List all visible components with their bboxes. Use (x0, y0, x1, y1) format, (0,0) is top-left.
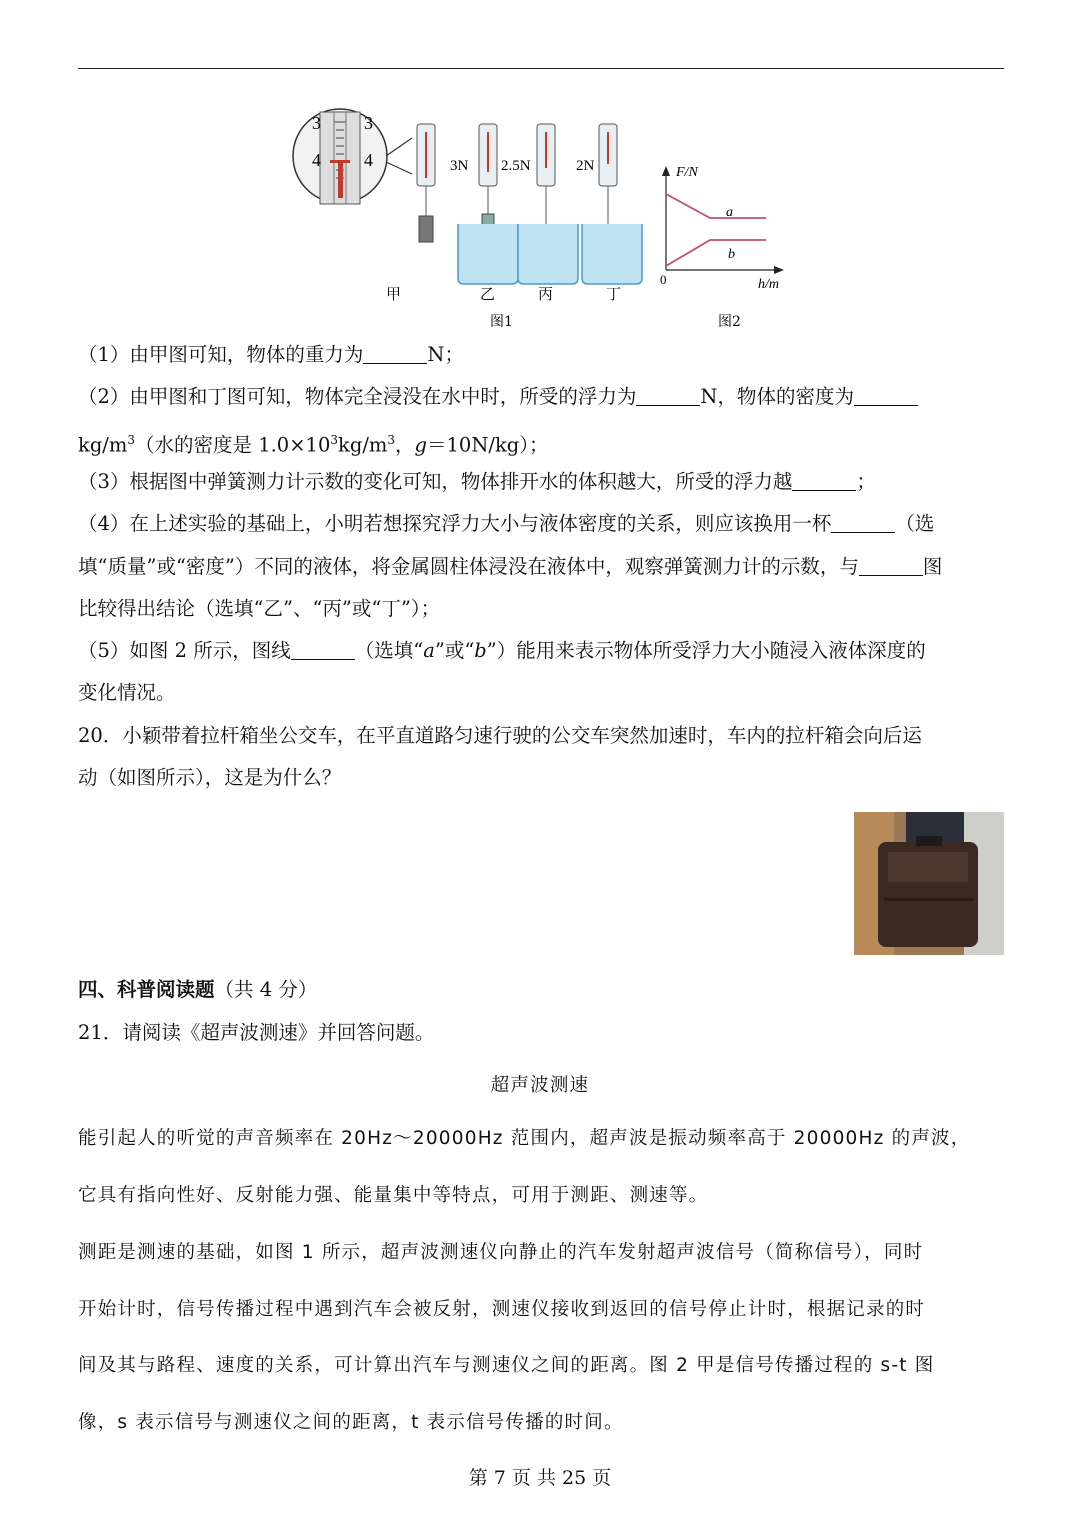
page-footer: 第 7 页 共 25 页 (468, 1467, 612, 1489)
zoom-tick-3-left: 3 (312, 113, 321, 133)
blank-6 (859, 557, 923, 576)
q19-part4-end: 比较得出结论（选填“乙”、“丙”或“丁”）； (78, 597, 441, 620)
q20-line1: 20．小颖带着拉杆箱坐公交车，在平直道路匀速行驶的公交车突然加速时，车内的拉杆箱会向后运 (78, 724, 922, 747)
label-yi: 乙 (480, 285, 496, 303)
experiment-figure (290, 78, 810, 330)
label-ding: 丁 (606, 285, 622, 303)
graph-origin: 0 (660, 272, 667, 287)
article-title: 超声波测速 (490, 1075, 590, 1096)
blank-4 (792, 472, 856, 491)
curve-a-label: a (726, 205, 733, 220)
luggage-photo (854, 812, 1004, 955)
q19-part2-cont: $kg/m^3$（水的密度是 $1.0\times 10^3kg/m^3$，g＝10N/kg）； (78, 433, 549, 457)
graph-y-label: F/N (676, 165, 698, 180)
article-line-5: 间及其与路程、速度的关系，可计算出汽车与测速仪之间的距离。图 2 甲是信号传播过程的 s-t 图 (78, 1355, 935, 1376)
article-line-1: 能引起人的听觉的声音频率在 20Hz～20000Hz 范围内，超声波是振动频率高于 20000Hz 的声波， (78, 1128, 971, 1149)
scale-jia (417, 124, 435, 242)
blank-2 (636, 387, 700, 406)
zoom-circle (293, 109, 412, 204)
article-line-4: 开始计时，信号传播过程中遇到汽车会被反射，测速仪接收到返回的信号停止计时，根据记录的时 (78, 1299, 926, 1320)
q19-part4: （4）在上述实验的基础上，小明若想探究浮力大小与液体密度的关系，则应该换用一杯 （选 (78, 512, 935, 535)
zoom-tick-4-right: 4 (364, 150, 373, 170)
q19-part3: （3）根据图中弹簧测力计示数的变化可知，物体排开水的体积越大，所受的浮力越 ； (78, 470, 876, 493)
graph-x-label: h/m (758, 277, 779, 292)
blank-5 (831, 514, 895, 533)
article-line-6: 像，s 表示信号与测速仪之间的距离，t 表示信号传播的时间。 (78, 1412, 624, 1433)
q19-part5: （5）如图 2 所示，图线 （选填“a”或“b”）能用来表示物体所受浮力大小随浸入液体深度的 (78, 639, 926, 662)
curve-b-line (666, 240, 766, 266)
blank-1 (363, 345, 427, 364)
blank-3 (854, 387, 918, 406)
zoom-tick-3-right: 3 (364, 113, 373, 133)
scale-bing (518, 124, 578, 284)
reading-yi: 3N (450, 158, 469, 174)
reading-bing: 2.5N (501, 158, 531, 174)
figure-2-caption: 图2 (718, 314, 741, 330)
scale-yi (458, 124, 518, 284)
q20-line2: 动（如图所示），这是为什么？ (78, 766, 342, 789)
label-jia: 甲 (386, 285, 402, 303)
section-title: 四、科普阅读题（共 4 分） (78, 978, 318, 1001)
q19-part5-end: 变化情况。 (78, 681, 176, 704)
curve-b-label: b (728, 247, 735, 262)
blank-7 (291, 641, 355, 660)
label-bing: 丙 (538, 285, 554, 303)
q19-part1: （1）由甲图可知，物体的重力为 N； (78, 343, 464, 366)
article-line-2: 它具有指向性好、反射能力强、能量集中等特点，可用于测距、测速等。 (78, 1185, 709, 1206)
zoom-tick-4-left: 4 (312, 150, 321, 170)
q21-intro: 21．请阅读《超声波测速》并回答问题。 (78, 1021, 435, 1044)
header-rule (78, 68, 1004, 69)
q19-part4-cont: 填“质量”或“密度”）不同的液体，将金属圆柱体浸没在液体中，观察弹簧测力计的示数，与 图 (78, 555, 943, 578)
figure-1-caption: 图1 (490, 314, 513, 330)
q19-part2: （2）由甲图和丁图可知，物体完全浸没在水中时，所受的浮力为 N，物体的密度为 (78, 385, 918, 409)
reading-ding: 2N (576, 158, 595, 174)
scale-ding (582, 124, 642, 284)
curve-a-line (666, 194, 766, 218)
article-line-3: 测距是测速的基础，如图 1 所示，超声波测速仪向静止的汽车发射超声波信号（简称信号），同时 (78, 1242, 924, 1263)
force-depth-graph (660, 165, 784, 330)
